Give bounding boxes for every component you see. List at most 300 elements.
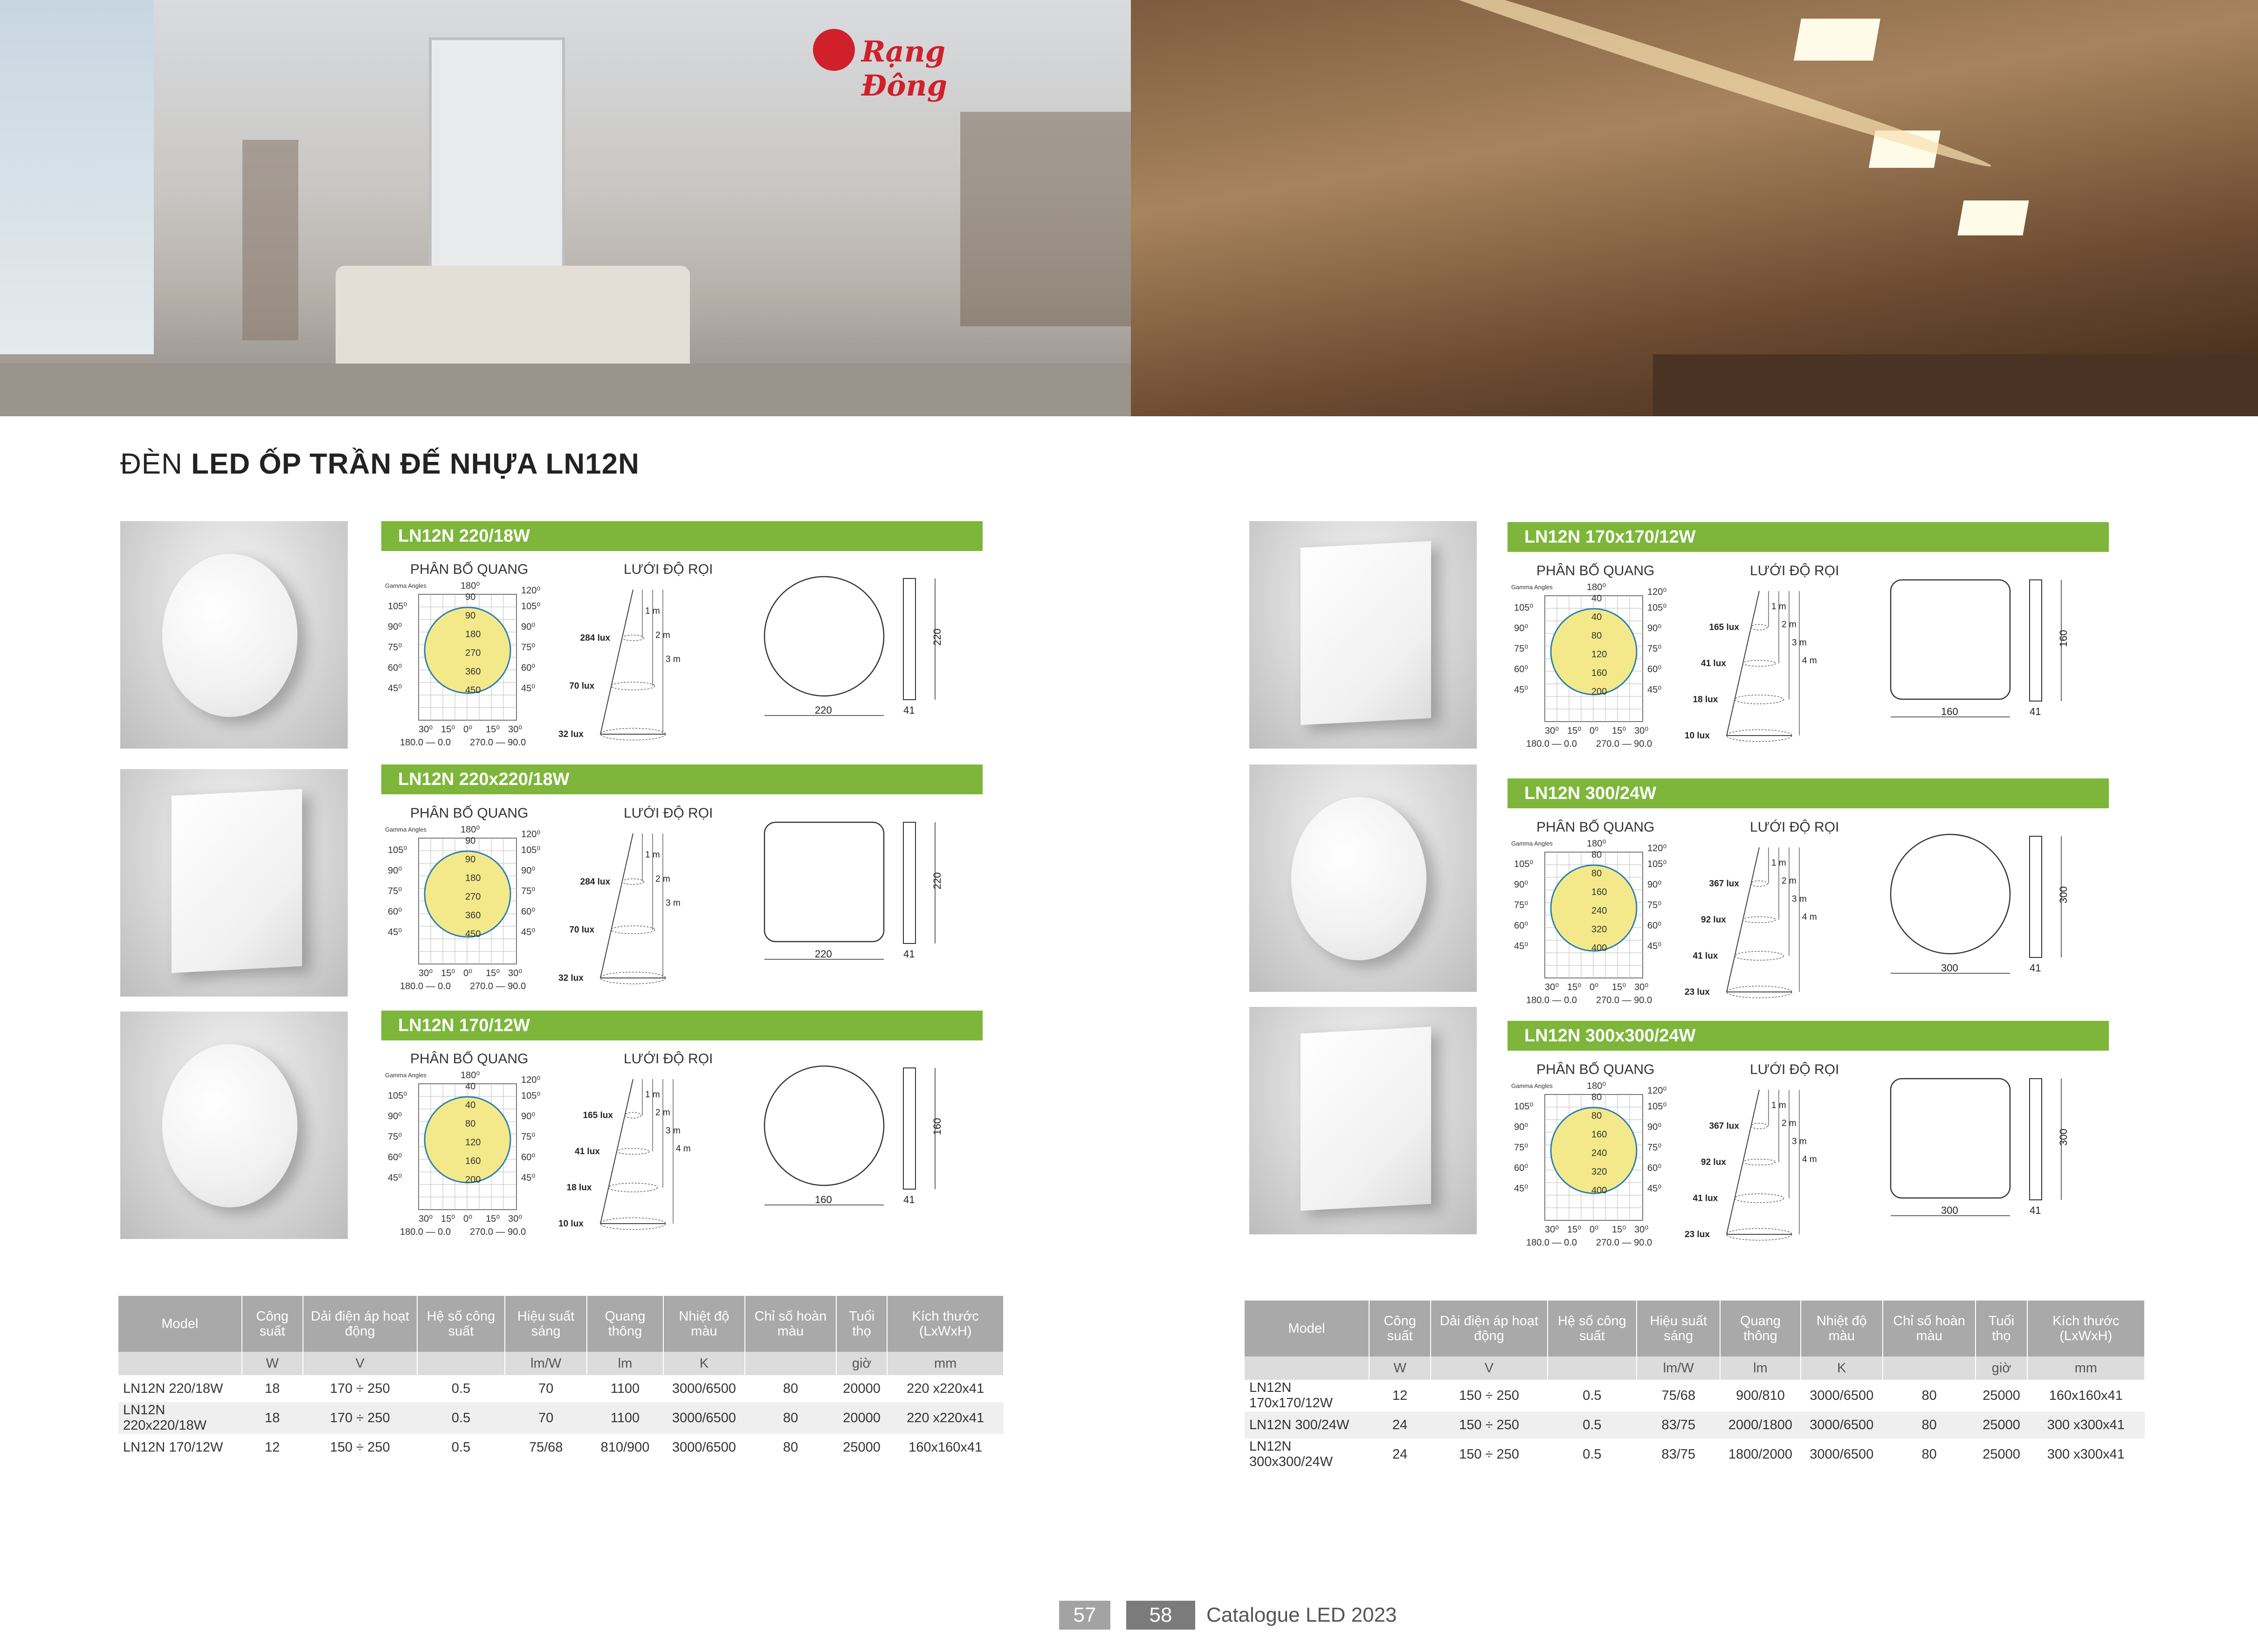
polar-diagram — [381, 824, 558, 1011]
lux-value: 92 lux — [1701, 915, 1726, 925]
angle-left: 60⁰ — [1514, 1163, 1528, 1173]
cone-ring — [1743, 661, 1776, 667]
angle-left: 90⁰ — [388, 622, 402, 632]
angle-left: 105⁰ — [388, 845, 407, 855]
angle-left: 60⁰ — [388, 663, 402, 673]
angle-bottom: 15⁰ — [1567, 1225, 1582, 1235]
table-unit — [118, 1352, 242, 1375]
angle-bottom: 15⁰ — [1612, 726, 1626, 736]
gamma-label: Gamma Angles — [1511, 584, 1553, 591]
cone-ring — [1735, 951, 1784, 960]
polar-value: 400 — [1591, 1185, 1607, 1196]
cone-lines — [1727, 847, 1792, 992]
angle-left: 60⁰ — [388, 1152, 402, 1163]
distance-label: 3 m — [666, 654, 681, 664]
illuminance-cone — [1675, 582, 1829, 768]
table-cell: 300 x300x41 — [2027, 1411, 2145, 1439]
distribution-label: PHÂN BỐ QUANG — [1536, 1062, 1655, 1077]
table-cell: 20000 — [836, 1402, 887, 1434]
side-profile — [903, 822, 916, 943]
floor — [0, 364, 1131, 416]
height-label: 300 — [2058, 1129, 2069, 1146]
table-header: Nhiệt độ màu — [1801, 1301, 1883, 1356]
table-cell: 0.5 — [1583, 1446, 1602, 1462]
angle-bottom: 30⁰ — [419, 968, 433, 978]
angle-right: 105⁰ — [521, 1091, 541, 1101]
table-header: Nhiệt độ màu — [663, 1296, 745, 1352]
polar-diagram — [1508, 838, 1685, 1025]
grid-label: LƯỚI ĐỘ RỌI — [1750, 819, 1839, 835]
table-cell: 70 — [538, 1381, 554, 1396]
angle-bottom: 30⁰ — [1634, 726, 1649, 736]
legend-left: 180.0 — 0.0 — [1526, 739, 1577, 749]
page-number-right: 58 — [1126, 1601, 1195, 1630]
angle-right: 45⁰ — [521, 1173, 536, 1183]
table-unit — [1548, 1356, 1637, 1380]
dimension-drawing — [1880, 833, 2086, 1020]
table-cell: 25000 — [1983, 1388, 2020, 1403]
polar-value: 90 — [465, 592, 476, 602]
shape-outline — [764, 577, 884, 696]
table-header: Công suất — [242, 1296, 303, 1352]
depth-label: 41 — [2030, 706, 2041, 717]
distance-label: 2 m — [655, 1108, 670, 1118]
sofa — [336, 266, 690, 373]
lux-value: 165 lux — [583, 1110, 613, 1121]
angle-bottom: 30⁰ — [508, 1214, 523, 1224]
table-cell: 83/75 — [1661, 1446, 1696, 1462]
lux-value: 70 lux — [569, 925, 595, 935]
illuminance-cone — [549, 824, 703, 1011]
angle-right-top: 120⁰ — [521, 1075, 541, 1085]
table-cell: 150 ÷ 250 — [1459, 1388, 1519, 1403]
angle-left: 45⁰ — [388, 683, 402, 694]
angle-right: 45⁰ — [1647, 941, 1662, 951]
depth-label: 41 — [903, 704, 915, 716]
table-cell: 80 — [1921, 1388, 1937, 1403]
angle-bottom: 15⁰ — [441, 1214, 455, 1224]
polar-value: 320 — [1591, 924, 1607, 935]
table-unit: K — [663, 1352, 745, 1375]
table-cell: 25000 — [1983, 1446, 2020, 1462]
table-cell: LN12N 300x300/24W — [1249, 1439, 1333, 1469]
cone-ring — [1743, 1159, 1776, 1165]
angle-right: 105⁰ — [521, 845, 541, 855]
polar-value: 160 — [1591, 887, 1607, 897]
table-unit — [417, 1352, 505, 1375]
angle-right-top: 120⁰ — [1647, 587, 1667, 597]
polar-value: 80 — [1591, 1111, 1602, 1121]
polar-value: 400 — [1591, 943, 1607, 953]
table-cell: 20000 — [843, 1381, 881, 1396]
table-header: Tuổi thọ — [836, 1296, 887, 1352]
angle-left: 45⁰ — [388, 927, 402, 937]
polar-value: 80 — [465, 1119, 476, 1129]
table-cell: 1100 — [587, 1402, 663, 1434]
cone-ring — [611, 926, 654, 934]
polar-value: 80 — [1591, 850, 1602, 860]
product-title: LN12N 300/24W — [1508, 778, 2109, 808]
angle-right: 75⁰ — [521, 1132, 536, 1142]
table-cell: 3000/6500 — [1810, 1446, 1874, 1462]
grid-label: LƯỚI ĐỘ RỌI — [1750, 563, 1839, 578]
table-cell: 0.5 — [417, 1402, 505, 1434]
angle-bottom: 15⁰ — [441, 724, 455, 735]
table-cell: 3000/6500 — [1801, 1411, 1883, 1439]
polar-value: 270 — [465, 892, 481, 902]
angle-bottom: 30⁰ — [1545, 1225, 1559, 1235]
angle-left: 60⁰ — [388, 907, 402, 917]
polar-value: 40 — [1591, 612, 1602, 622]
distance-label: 3 m — [666, 1126, 681, 1136]
table-unit: K — [1801, 1356, 1883, 1380]
polar-value: 160 — [1591, 1129, 1607, 1140]
table-unit: lm — [1720, 1356, 1800, 1380]
curtain — [242, 140, 298, 340]
angle-right: 60⁰ — [1647, 921, 1662, 931]
angle-bottom: 0⁰ — [1590, 726, 1599, 736]
distance-label: 4 m — [1802, 912, 1817, 922]
grid-label: LƯỚI ĐỘ RỌI — [1750, 1062, 1839, 1077]
table-cell: 83/75 — [1637, 1411, 1720, 1439]
table-cell: LN12N 220x220/18W — [118, 1402, 242, 1434]
polar-value: 200 — [465, 1175, 481, 1185]
angle-top: 180⁰ — [461, 581, 480, 591]
table-row — [118, 1402, 1004, 1434]
round-lamp — [1291, 797, 1426, 960]
table-cell: 150 ÷ 250 — [1431, 1411, 1547, 1439]
lux-value: 41 lux — [575, 1147, 600, 1156]
polar-value: 240 — [1591, 1148, 1607, 1158]
table-header: Hiệu suất sáng — [505, 1296, 587, 1352]
angle-left: 90⁰ — [388, 866, 402, 876]
product-title: LN12N 170/12W — [381, 1011, 983, 1040]
product-title: LN12N 300x300/24W — [1508, 1021, 2109, 1051]
polar-diagram — [1508, 582, 1685, 768]
table-cell: 160x160x41 — [2049, 1388, 2123, 1403]
cone-ring — [609, 1183, 658, 1192]
table-cell: LN12N 220/18W — [123, 1381, 223, 1396]
table-cell: 170 ÷ 250 — [303, 1402, 417, 1434]
cone-lines — [600, 1079, 666, 1224]
title-bold: LED ỐP TRẦN ĐẾ NHỰA LN12N — [191, 448, 640, 480]
round-lamp — [162, 554, 297, 717]
angle-top: 180⁰ — [461, 1070, 480, 1081]
product-photo — [1249, 1007, 1477, 1234]
angle-bottom: 15⁰ — [441, 968, 455, 978]
angle-bottom: 0⁰ — [1590, 982, 1599, 992]
angle-right: 75⁰ — [1647, 644, 1662, 654]
table-unit: giờ — [1976, 1356, 2027, 1380]
table-cell: 75/68 — [529, 1439, 563, 1455]
polar-value: 180 — [465, 873, 481, 883]
side-profile — [903, 1068, 916, 1189]
table-header: Chỉ số hoàn màu — [745, 1296, 836, 1352]
distance-label: 2 m — [1782, 1118, 1797, 1129]
distance-label: 1 m — [645, 1089, 660, 1100]
table-header: Hệ số công suất — [1548, 1301, 1637, 1356]
side-profile — [2030, 1079, 2042, 1200]
angle-right: 105⁰ — [1647, 1101, 1667, 1112]
table-cell: 160x160x41 — [909, 1439, 983, 1455]
table-unit-row — [118, 1352, 1004, 1375]
angle-right-top: 120⁰ — [1647, 1086, 1667, 1096]
legend-right: 270.0 — 90.0 — [470, 737, 526, 748]
lux-value: 92 lux — [1701, 1157, 1726, 1167]
angle-right: 90⁰ — [521, 1111, 536, 1122]
angle-right: 75⁰ — [1647, 1143, 1662, 1153]
lux-value: 18 lux — [566, 1183, 592, 1193]
polar-value: 120 — [465, 1137, 481, 1148]
angle-bottom: 0⁰ — [463, 1214, 473, 1224]
distance-label: 1 m — [645, 850, 660, 860]
product-photo — [1249, 521, 1477, 749]
table-cell: 12 — [1392, 1388, 1408, 1403]
legend-right: 270.0 — 90.0 — [1596, 995, 1652, 1005]
cone-ring — [1743, 917, 1776, 923]
angle-bottom: 30⁰ — [1634, 1225, 1649, 1235]
distribution-label: PHÂN BỐ QUANG — [1536, 563, 1655, 578]
distance-label: 1 m — [645, 606, 660, 616]
polar-value: 40 — [465, 1100, 476, 1110]
angle-right: 60⁰ — [1647, 664, 1662, 675]
legend-left: 180.0 — 0.0 — [400, 1227, 451, 1237]
cone-ring — [1751, 1123, 1768, 1129]
table-header: Chỉ số hoàn màu — [1883, 1301, 1976, 1356]
product-title: LN12N 170x170/12W — [1508, 522, 2109, 552]
polar-diagram — [1508, 1081, 1685, 1267]
table-unit: V — [1431, 1356, 1547, 1380]
legend-right: 270.0 — 90.0 — [1596, 739, 1652, 749]
width-label: 300 — [1941, 962, 1958, 974]
table-cell: 220 x220x41 — [887, 1402, 1004, 1434]
angle-top: 180⁰ — [1587, 1081, 1606, 1091]
width-label: 220 — [815, 948, 832, 960]
polar-value: 270 — [465, 648, 481, 658]
angle-bottom: 15⁰ — [1612, 1225, 1626, 1235]
angle-bottom: 15⁰ — [486, 968, 500, 978]
gamma-label: Gamma Angles — [385, 1072, 427, 1079]
distribution-label: PHÂN BỐ QUANG — [410, 805, 529, 821]
lux-value: 70 lux — [569, 681, 595, 691]
table-cell: 24 — [1392, 1446, 1408, 1462]
wall-cabinet — [1653, 354, 2258, 416]
angle-bottom: 30⁰ — [419, 1214, 433, 1224]
table-cell: 900/810 — [1736, 1388, 1785, 1403]
angle-bottom: 0⁰ — [463, 724, 473, 735]
spec-table-left — [118, 1296, 1004, 1461]
table-header: Quang thông — [587, 1296, 663, 1352]
polar-value: 360 — [465, 667, 481, 677]
polar-value: 120 — [1591, 649, 1607, 660]
table-cell: 3000/6500 — [663, 1402, 745, 1434]
table-header: Kích thước (LxWxH) — [887, 1296, 1004, 1352]
table-cell: 80 — [745, 1402, 836, 1434]
polar-value: 180 — [465, 629, 481, 640]
title-light: ĐÈN — [120, 448, 192, 480]
depth-label: 41 — [903, 948, 915, 960]
table-header-row — [1245, 1301, 2145, 1356]
table-row — [118, 1375, 1004, 1402]
square-light-3 — [1957, 200, 2029, 235]
table-unit: lm — [587, 1352, 663, 1375]
product-title: LN12N 220/18W — [381, 521, 983, 551]
distance-label: 2 m — [655, 630, 670, 640]
cone-ring — [622, 879, 644, 884]
angle-bottom: 15⁰ — [1612, 982, 1626, 992]
distance-label: 2 m — [655, 874, 670, 884]
polar-value: 80 — [1591, 631, 1602, 641]
product-photo — [120, 521, 348, 749]
angle-bottom: 0⁰ — [1590, 1225, 1599, 1235]
angle-right: 90⁰ — [1647, 1122, 1662, 1132]
height-label: 300 — [2058, 886, 2069, 903]
angle-left: 90⁰ — [1514, 623, 1528, 633]
table-unit: V — [303, 1352, 417, 1375]
angle-right: 75⁰ — [1647, 900, 1662, 910]
ceiling-photo — [1131, 0, 2258, 416]
table-row — [1245, 1439, 2145, 1470]
angle-right: 45⁰ — [1647, 685, 1662, 695]
page-title — [120, 447, 640, 481]
dimension-drawing — [754, 819, 959, 1006]
angle-right-top: 120⁰ — [521, 585, 541, 596]
table-cell: 0.5 — [1548, 1411, 1637, 1439]
table-unit: mm — [887, 1352, 1004, 1375]
illuminance-cone — [549, 580, 703, 767]
illuminance-cone — [1675, 1081, 1829, 1267]
table-unit — [1883, 1356, 1976, 1380]
angle-right: 45⁰ — [521, 683, 536, 694]
angle-left: 60⁰ — [1514, 921, 1528, 931]
width-label: 220 — [815, 704, 832, 716]
angle-left: 90⁰ — [1514, 880, 1528, 890]
angle-bottom: 30⁰ — [508, 968, 523, 978]
table-unit: W — [242, 1352, 303, 1375]
table-unit: lm/W — [505, 1352, 587, 1375]
angle-left: 45⁰ — [388, 1173, 402, 1183]
table-cell: 18 — [242, 1402, 303, 1434]
legend-left: 180.0 — 0.0 — [400, 981, 451, 991]
table-unit: mm — [2027, 1356, 2145, 1380]
width-label: 160 — [815, 1194, 832, 1205]
shape-outline — [764, 822, 884, 942]
logo-text: Rạng Đông — [861, 34, 947, 103]
angle-bottom: 0⁰ — [463, 968, 473, 978]
polar-value: 80 — [1591, 1092, 1602, 1102]
table-cell: LN12N 170x170/12W — [1249, 1380, 1333, 1411]
grid-label: LƯỚI ĐỘ RỌI — [624, 805, 713, 821]
lux-value: 18 lux — [1693, 695, 1718, 705]
table-cell: 80 — [1921, 1446, 1937, 1462]
distance-label: 4 m — [1802, 1155, 1817, 1164]
table-row — [1245, 1411, 2145, 1439]
table-cell: 3000/6500 — [672, 1381, 736, 1396]
angle-top: 180⁰ — [461, 825, 480, 835]
table-cell: 0.5 — [451, 1439, 471, 1455]
side-profile — [2030, 580, 2042, 701]
polar-diagram — [381, 580, 558, 767]
distance-label: 2 m — [1782, 876, 1797, 886]
lux-value: 284 lux — [580, 633, 611, 643]
polar-diagram — [381, 1070, 558, 1256]
table-cell: 150 ÷ 250 — [330, 1439, 390, 1455]
table-cell: 0.5 — [451, 1381, 471, 1396]
rang-dong-logo — [810, 24, 1011, 103]
distribution-label: PHÂN BỐ QUANG — [410, 1051, 529, 1067]
page-number-left: 57 — [1059, 1601, 1110, 1630]
lux-value: 367 lux — [1709, 1121, 1739, 1131]
lux-value: 165 lux — [1709, 622, 1739, 633]
table-cell: 810/900 — [600, 1439, 650, 1455]
angle-left: 75⁰ — [1514, 644, 1528, 654]
angle-bottom: 15⁰ — [1567, 982, 1582, 992]
product-photo — [120, 1012, 348, 1239]
distance-label: 3 m — [1792, 894, 1807, 904]
cone-ring — [617, 1149, 649, 1155]
side-profile — [2030, 836, 2042, 957]
table-unit: giờ — [836, 1352, 887, 1375]
polar-value: 360 — [465, 910, 481, 921]
cone-ring — [625, 1113, 641, 1118]
table-cell: 18 — [265, 1381, 280, 1396]
polar-value: 160 — [465, 1156, 481, 1166]
grid-label: LƯỚI ĐỘ RỌI — [624, 1051, 713, 1067]
gamma-label: Gamma Angles — [1511, 840, 1553, 847]
angle-left: 90⁰ — [388, 1111, 402, 1122]
angle-left: 75⁰ — [1514, 1143, 1528, 1153]
table-cell: 300 x300x41 — [2047, 1446, 2125, 1462]
lux-value: 41 lux — [1701, 659, 1726, 668]
distance-label: 3 m — [666, 898, 681, 908]
table-row — [1245, 1380, 2145, 1411]
table-cell: 3000/6500 — [672, 1439, 736, 1455]
dimension-drawing — [1880, 577, 2086, 764]
cone-ring — [1751, 881, 1768, 887]
angle-right: 90⁰ — [521, 622, 536, 632]
table-cell: 0.5 — [1583, 1388, 1602, 1403]
table-cell: 80 — [783, 1439, 799, 1455]
angle-right: 90⁰ — [521, 866, 536, 876]
spec-table-right — [1245, 1301, 2145, 1470]
angle-left: 45⁰ — [1514, 685, 1528, 695]
angle-left: 105⁰ — [388, 601, 407, 612]
polar-value: 450 — [465, 929, 481, 939]
lux-value: 284 lux — [580, 877, 611, 887]
angle-bottom: 30⁰ — [508, 724, 523, 735]
table-header: Model — [1245, 1301, 1369, 1356]
polar-value: 450 — [465, 685, 481, 695]
side-profile — [903, 578, 916, 700]
angle-right: 60⁰ — [521, 1152, 536, 1163]
gamma-label: Gamma Angles — [385, 582, 427, 589]
polar-value: 90 — [465, 611, 476, 621]
width-label: 300 — [1941, 1205, 1958, 1216]
table-cell: 80 — [783, 1381, 799, 1396]
legend-right: 270.0 — 90.0 — [470, 1227, 526, 1237]
cone-lines — [1727, 1090, 1792, 1234]
distance-label: 2 m — [1782, 620, 1797, 630]
square-lamp — [1301, 1027, 1431, 1211]
table-header: Hệ số công suất — [417, 1296, 505, 1352]
table-cell: 2000/1800 — [1720, 1411, 1800, 1439]
cone-ring — [1751, 625, 1768, 630]
lux-value: 32 lux — [558, 730, 584, 739]
table-unit: W — [1369, 1356, 1431, 1380]
legend-left: 180.0 — 0.0 — [400, 737, 451, 748]
cone-ring — [1735, 695, 1784, 704]
table-header: Công suất — [1369, 1301, 1431, 1356]
